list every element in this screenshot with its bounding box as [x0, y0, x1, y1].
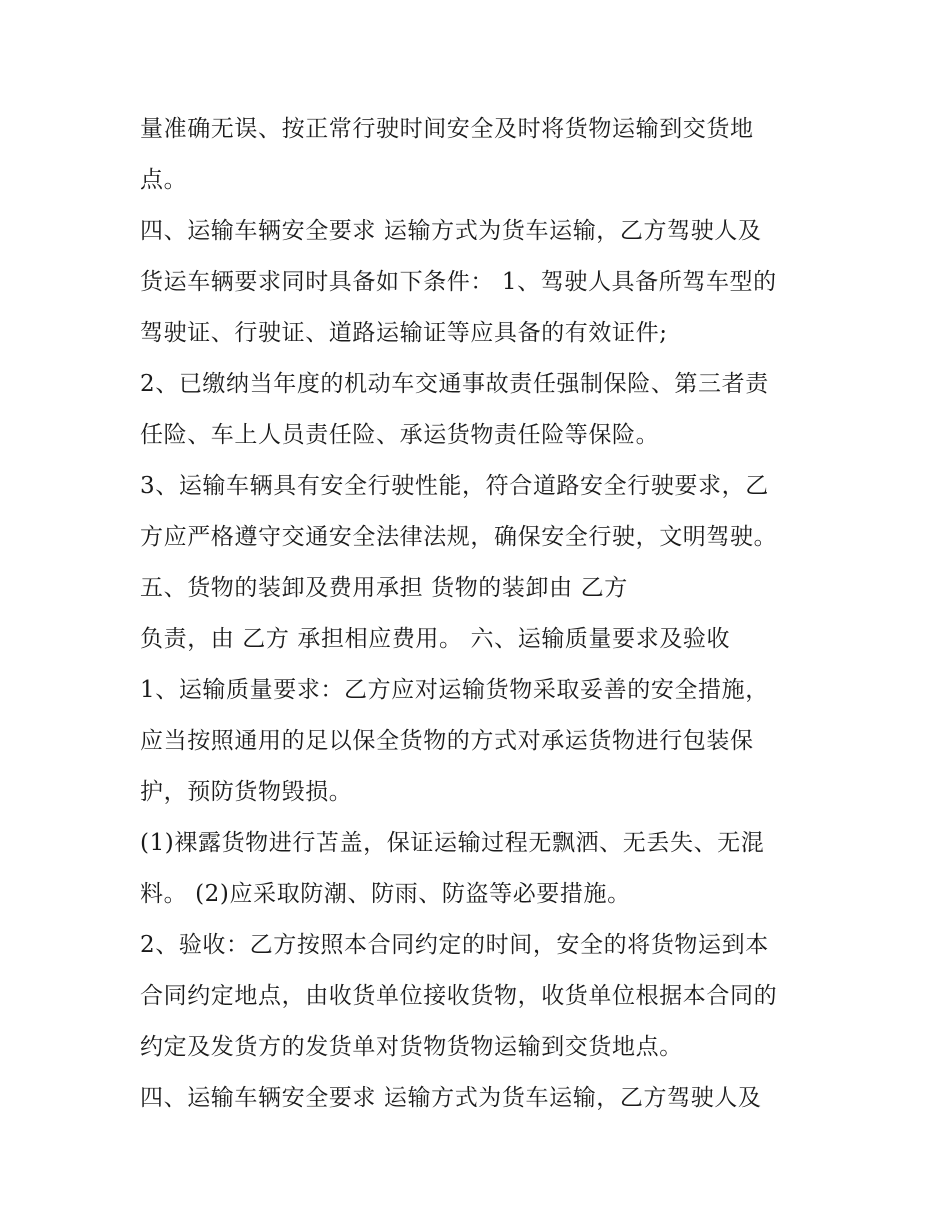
text-line: 3、运输车辆具有安全行驶性能，符合道路安全行驶要求，乙	[140, 473, 769, 499]
text-line: 驾驶证、行驶证、道路运输证等应具备的有效证件;	[140, 320, 668, 346]
text-line: 护，预防货物毁损。	[140, 779, 353, 805]
text-line: 点。	[140, 167, 188, 193]
document-body	[140, 104, 840, 1124]
text-line: 五、货物的装卸及费用承担 货物的装卸由 乙方	[140, 575, 628, 601]
text-line: 2、已缴纳当年度的机动车交通事故责任强制保险、第三者责	[140, 371, 769, 397]
text-line: 方应严格遵守交通安全法律法规，确保安全行驶，文明驾驶。	[140, 524, 778, 550]
text-line: 2、验收：乙方按照本合同约定的时间，安全的将货物运到本	[140, 932, 769, 958]
text-line: 负责，由 乙方 承担相应费用。 六、运输质量要求及验收	[140, 626, 731, 652]
text-line: 合同约定地点，由收货单位接收货物，收货单位根据本合同的	[140, 983, 778, 1009]
text-line: 量准确无误、按正常行驶时间安全及时将货物运输到交货地	[140, 116, 754, 142]
text-line: 料。 (2)应采取防潮、防雨、防盗等必要措施。	[140, 881, 631, 907]
text-line: 应当按照通用的足以保全货物的方式对承运货物进行包装保	[140, 728, 754, 754]
text-line: (1)裸露货物进行苫盖，保证运输过程无飘洒、无丢失、无混	[140, 830, 765, 856]
text-line: 四、运输车辆安全要求 运输方式为货车运输，乙方驾驶人及	[140, 1085, 762, 1111]
text-line: 任险、车上人员责任险、承运货物责任险等保险。	[140, 422, 660, 448]
text-line: 四、运输车辆安全要求 运输方式为货车运输，乙方驾驶人及	[140, 218, 762, 244]
text-line: 货运车辆要求同时具备如下条件： 1、驾驶人具备所驾车型的	[140, 269, 777, 295]
text-line: 1、运输质量要求：乙方应对运输货物采取妥善的安全措施，	[140, 677, 769, 703]
text-line: 约定及发货方的发货单对货物货物运输到交货地点。	[140, 1034, 683, 1060]
